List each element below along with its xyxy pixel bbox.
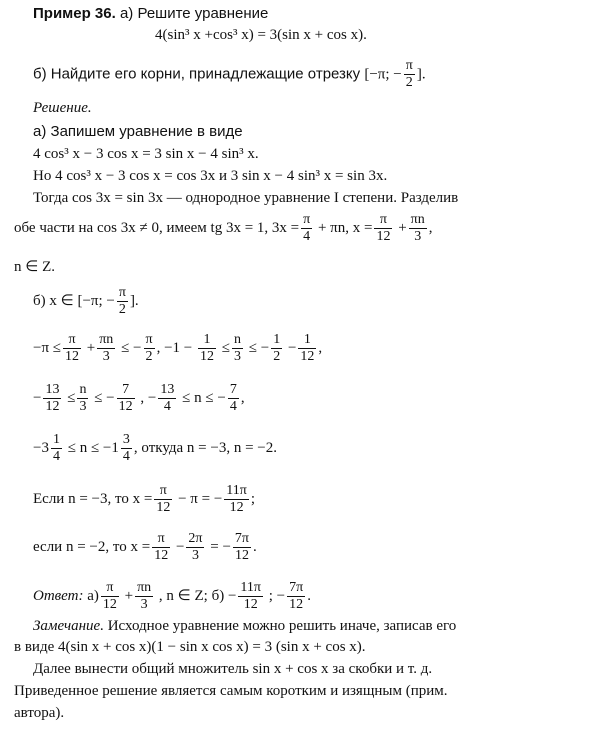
note-label: Замечание. [33, 618, 104, 634]
solution-line: 4 cos³ x − 3 cos x = 3 sin x − 4 sin³ x. [33, 146, 259, 162]
solution-line: Тогда cos 3x = sin 3x — однородное уравнение I степени. Разделив [33, 190, 459, 206]
case-line-2: если n = −2, то x = $\frac{\pi}{12}$ − $\frac{2\pi}{3}$ = − $\frac{7\pi}{12}$ . [33, 531, 257, 563]
solution-line: n ∈ Z. [14, 259, 55, 275]
fraction: $\frac{\pi}{2}$ [405, 58, 413, 90]
case-line-1: Если n = −3, то x = $\frac{\pi}{12}$ − π = − $\frac{11\pi}{12}$ ; [33, 483, 256, 515]
note-line: автора). [14, 705, 65, 721]
inequality-line-2: − $\frac{13}{12}$ ≤ $\frac{n}{3}$ ≤ − $\frac{7}{12}$ , − $\frac{13}{4}$ ≤ n ≤ − $\frac{7}{4}$ , [33, 382, 245, 414]
answer-label: Ответ: [33, 587, 84, 604]
part-b-text: б) Найдите его корни, принадлежащие отрезку [33, 65, 361, 83]
fraction: $\frac{\pi n}{3}$ [410, 212, 425, 244]
solution-line: обе части на cos 3x ≠ 0, имеем tg 3x = 1, 3x = $\frac{\pi}{4}$ + πn, x = $\frac{\pi}{12}$ + $\frac{\pi n}{3}$ , [14, 212, 433, 244]
fraction: $\frac{\pi}{2}$ [118, 285, 126, 317]
solution-line: Но 4 cos³ x − 3 cos x = cos 3x и 3 sin x − 4 sin³ x = sin 3x. [33, 168, 388, 184]
inequality-line-1: −π ≤ $\frac{\pi}{12}$ + $\frac{\pi n}{3}$ ≤ − $\frac{\pi}{2}$ , −1 − $\frac{1}{12}$ ≤ $\frac{n}{3}$ ≤ − $\frac{1}{2}$ − $\frac{1}{12}$ , [33, 332, 323, 364]
solution-heading: Решение. [33, 100, 92, 116]
part-a-text: а) Решите уравнение [119, 5, 269, 22]
note-line: в виде 4(sin x + cos x)(1 − sin x cos x) = 3 (sin x + cos x). [14, 639, 366, 655]
note-line: Далее вынести общий множитель sin x + cos x за скобки и т. д. [33, 661, 433, 677]
note-line: Замечание. Исходное уравнение можно решить иначе, записав его [33, 618, 457, 634]
fraction: $\frac{\pi}{4}$ [303, 212, 311, 244]
problem-header [33, 5, 268, 23]
solution-line: а) Запишем уравнение в виде [33, 123, 243, 140]
inequality-line-3: −3 $\frac{1}{4}$ ≤ n ≤ −1 $\frac{3}{4}$ , откуда n = −3, n = −2. [33, 432, 278, 464]
fraction: $\frac{\pi}{12}$ [376, 212, 391, 244]
answer-line: Ответ: а) $\frac{\pi}{12}$ + $\frac{\pi n}{3}$ , n ∈ Z; б) − $\frac{11\pi}{12}$ ; − $\frac{7\pi}{12}$ . [33, 580, 311, 612]
interval-left: [−π; − [364, 66, 402, 83]
main-equation: 4(sin³ x +cos³ x) = 3(sin x + cos x). [155, 27, 367, 43]
part-b-line [33, 58, 426, 91]
note-line: Приведенное решение является самым коротким и изящным (прим. [14, 683, 448, 699]
part-b-condition: б) x ∈ [−π; − $\frac{\pi}{2}$ ]. [33, 285, 139, 317]
interval-right: ]. [416, 66, 426, 83]
problem-label: Пример 36. [33, 5, 116, 22]
